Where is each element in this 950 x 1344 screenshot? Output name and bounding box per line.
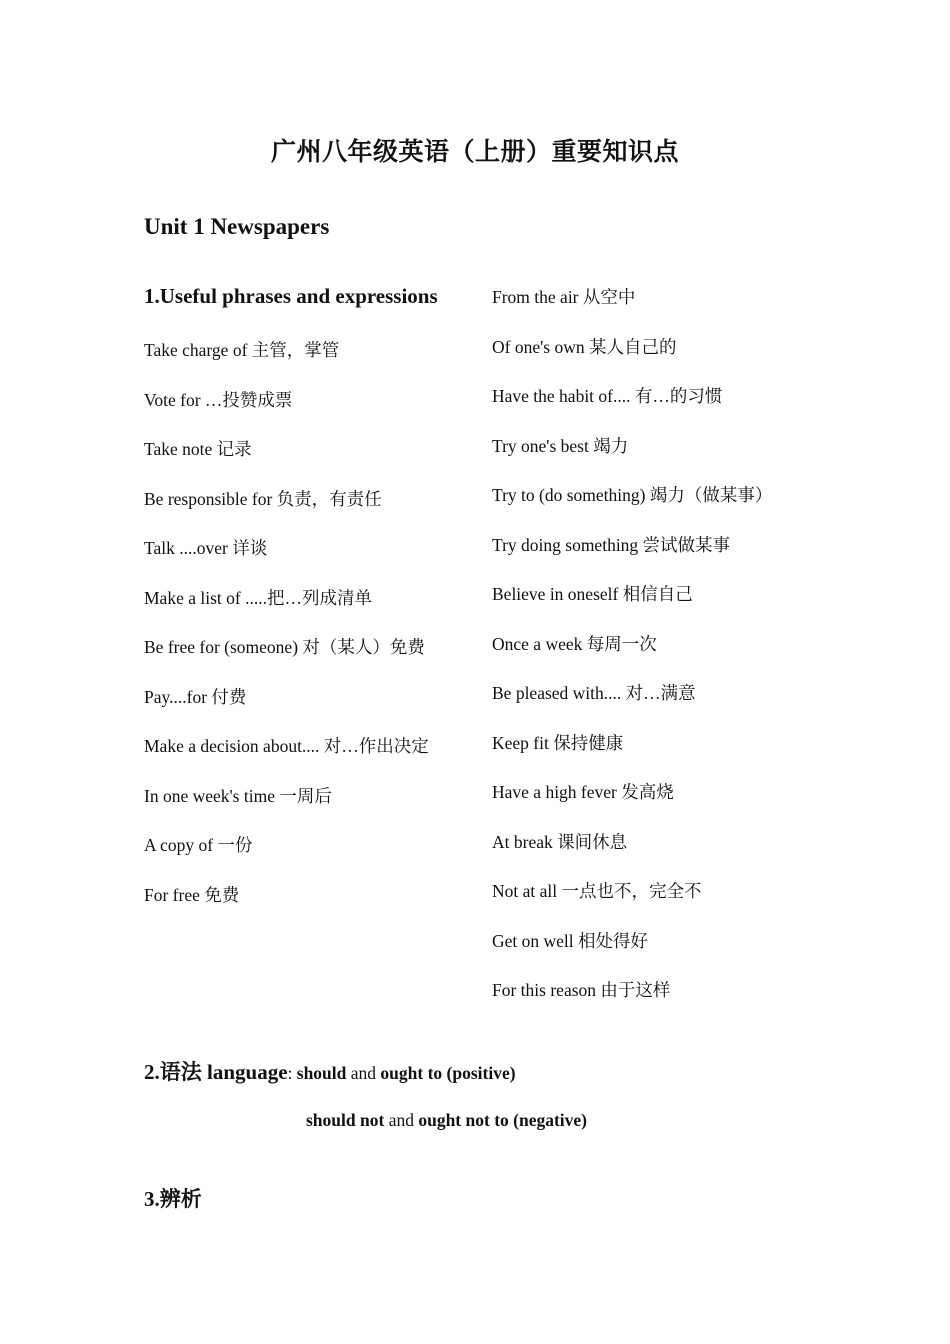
unit-heading: Unit 1 Newspapers	[144, 214, 330, 239]
phrase-item: Not at all 一点也不，完全不	[492, 881, 702, 901]
phrase-item: Once a week 每周一次	[492, 633, 657, 654]
phrase-item: Try to (do something) 竭力（做某事）	[492, 485, 773, 505]
document-title: 广州八年级英语（上册）重要知识点	[270, 139, 679, 166]
grammar-term: should not	[306, 1110, 385, 1130]
phrase-item: Of one's own 某人自己的	[492, 336, 677, 357]
phrase-item: Try one's best 竭力	[492, 435, 629, 456]
analysis-section-heading: 3.辨析	[144, 1187, 202, 1211]
grammar-term: should	[296, 1063, 347, 1083]
phrase-item: A copy of 一份	[144, 835, 253, 855]
grammar-joiner: and	[350, 1063, 377, 1083]
phrase-item: Keep fit 保持健康	[492, 732, 624, 753]
phrase-item: For this reason 由于这样	[492, 980, 671, 1000]
phrase-item: Get on well 相处得好	[492, 930, 649, 951]
phrase-item: Be pleased with.... 对…满意	[492, 683, 696, 703]
grammar-heading-colon: :	[287, 1063, 293, 1083]
grammar-term: ought not to (negative)	[418, 1110, 588, 1130]
phrase-item: Take note 记录	[144, 439, 252, 459]
grammar-heading-line	[144, 1056, 516, 1086]
phrase-item: In one week's time 一周后	[144, 785, 332, 806]
phrase-item: Vote for …投赞成票	[144, 389, 293, 410]
phrase-item: Talk ....over 详谈	[144, 538, 268, 558]
phrase-item: From the air 从空中	[492, 287, 636, 307]
phrase-list-right	[492, 285, 772, 1028]
phrase-list-left	[144, 338, 429, 932]
phrase-item: Try doing something 尝试做某事	[492, 534, 731, 555]
phrase-item: For free 免费	[144, 884, 240, 905]
phrase-item: Be responsible for 负责，有责任	[144, 488, 382, 509]
grammar-joiner: and	[388, 1110, 414, 1130]
phrase-item: Believe in oneself 相信自己	[492, 584, 693, 604]
phrase-item: Take charge of 主管，掌管	[144, 340, 340, 360]
phrases-section-heading: 1.Useful phrases and expressions	[144, 284, 438, 308]
phrase-item: Make a decision about.... 对…作出决定	[144, 736, 429, 756]
grammar-negative-line	[306, 1110, 587, 1131]
phrase-item: Have a high fever 发高烧	[492, 782, 674, 802]
phrase-item: Have the habit of.... 有…的习惯	[492, 386, 723, 406]
phrase-item: Pay....for 付费	[144, 686, 247, 707]
phrase-item: At break 课间休息	[492, 831, 628, 852]
phrase-item: Make a list of .....把…列成清单	[144, 587, 372, 608]
phrase-item: Be free for (someone) 对（某人）免费	[144, 637, 425, 657]
grammar-section-heading: 2.语法 language	[144, 1060, 288, 1084]
grammar-term: ought to (positive)	[380, 1063, 516, 1083]
